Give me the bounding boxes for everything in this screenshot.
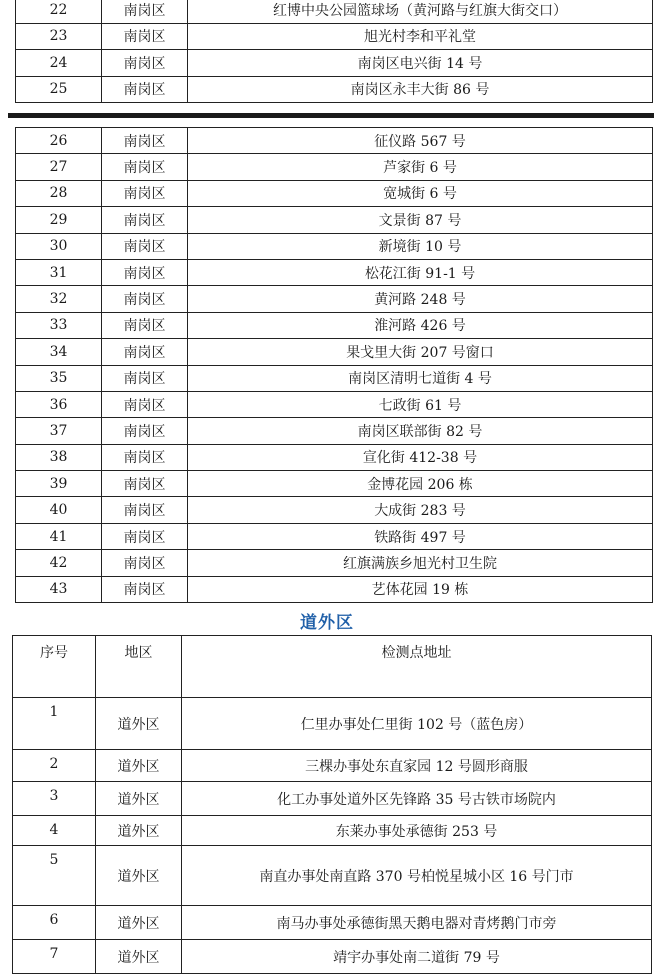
- table-row: [16, 471, 653, 497]
- table-row: [16, 418, 653, 444]
- table-row: [16, 76, 653, 103]
- row-district: 南岗区: [102, 339, 188, 365]
- row-district: 南岗区: [102, 128, 188, 154]
- table-row: [16, 50, 653, 77]
- table-row: [16, 497, 653, 523]
- table-row: [13, 750, 652, 782]
- header-number: 序号: [13, 636, 96, 698]
- row-address: 宣化街 412-38 号: [188, 444, 653, 470]
- row-district: 南岗区: [102, 50, 188, 77]
- table-row: [16, 128, 653, 154]
- table-row: [13, 906, 652, 940]
- row-number: 31: [16, 259, 102, 285]
- row-number: 25: [16, 76, 102, 103]
- row-address: 化工办事处道外区先锋路 35 号古铁市场院内: [182, 782, 652, 816]
- row-district: 道外区: [96, 906, 182, 940]
- table-row: [16, 312, 653, 338]
- row-number: 35: [16, 365, 102, 391]
- row-district: 南岗区: [102, 550, 188, 576]
- row-district: 道外区: [96, 816, 182, 846]
- row-district: 南岗区: [102, 576, 188, 602]
- row-address: 红旗满族乡旭光村卫生院: [188, 550, 653, 576]
- row-number: 2: [13, 750, 96, 782]
- row-district: 南岗区: [102, 0, 188, 23]
- row-address: 旭光村李和平礼堂: [188, 23, 653, 50]
- row-district: 南岗区: [102, 23, 188, 50]
- row-number: 37: [16, 418, 102, 444]
- row-address: 仁里办事处仁里街 102 号（蓝色房）: [182, 698, 652, 750]
- row-number: 38: [16, 444, 102, 470]
- row-number: 34: [16, 339, 102, 365]
- row-number: 23: [16, 23, 102, 50]
- row-address: 松花江街 91-1 号: [188, 259, 653, 285]
- row-address: 宽城街 6 号: [188, 180, 653, 206]
- row-number: 24: [16, 50, 102, 77]
- row-address: 黄河路 248 号: [188, 286, 653, 312]
- table-row: [16, 576, 653, 602]
- row-number: 28: [16, 180, 102, 206]
- row-district: 南岗区: [102, 312, 188, 338]
- row-district: 南岗区: [102, 76, 188, 103]
- table-row: [16, 391, 653, 417]
- row-district: 南岗区: [102, 154, 188, 180]
- row-number: 4: [13, 816, 96, 846]
- table-row: [13, 940, 652, 974]
- row-district: 南岗区: [102, 523, 188, 549]
- table-row: [16, 365, 653, 391]
- nangang-table-part2: [15, 127, 653, 603]
- row-address: 艺体花园 19 栋: [188, 576, 653, 602]
- row-address: 果戈里大街 207 号窗口: [188, 339, 653, 365]
- row-address: 南直办事处南直路 370 号柏悦星城小区 16 号门市: [182, 846, 652, 906]
- row-district: 道外区: [96, 846, 182, 906]
- row-address: 新境街 10 号: [188, 233, 653, 259]
- row-number: 22: [16, 0, 102, 23]
- row-address: 红博中央公园篮球场（黄河路与红旗大街交口）: [188, 0, 653, 23]
- table-row: [13, 698, 652, 750]
- row-district: 南岗区: [102, 471, 188, 497]
- row-district: 道外区: [96, 750, 182, 782]
- row-address: 南马办事处承德街黑天鹅电器对青烤鹅门市旁: [182, 906, 652, 940]
- table-row: [16, 0, 653, 23]
- row-district: 南岗区: [102, 233, 188, 259]
- table-row: [16, 154, 653, 180]
- table-row: [16, 444, 653, 470]
- row-address: 南岗区永丰大街 86 号: [188, 76, 653, 103]
- table-header-row: [13, 636, 652, 698]
- row-address: 铁路街 497 号: [188, 523, 653, 549]
- row-address: 芦家街 6 号: [188, 154, 653, 180]
- daowai-table: [12, 635, 652, 974]
- table-row: [16, 339, 653, 365]
- row-address: 东莱办事处承德街 253 号: [182, 816, 652, 846]
- row-number: 29: [16, 207, 102, 233]
- row-district: 南岗区: [102, 207, 188, 233]
- row-address: 七政街 61 号: [188, 391, 653, 417]
- table-row: [16, 523, 653, 549]
- table-row: [13, 846, 652, 906]
- row-number: 7: [13, 940, 96, 974]
- table-row: [13, 782, 652, 816]
- table-row: [13, 816, 652, 846]
- row-district: 南岗区: [102, 497, 188, 523]
- row-district: 南岗区: [102, 180, 188, 206]
- row-number: 41: [16, 523, 102, 549]
- row-address: 文景街 87 号: [188, 207, 653, 233]
- row-address: 征仪路 567 号: [188, 128, 653, 154]
- table-row: [16, 180, 653, 206]
- table-row: [16, 259, 653, 285]
- row-district: 南岗区: [102, 444, 188, 470]
- table-row: [16, 23, 653, 50]
- row-number: 5: [13, 846, 96, 906]
- header-address: 检测点地址: [182, 636, 652, 698]
- row-number: 3: [13, 782, 96, 816]
- row-address: 三棵办事处东直家园 12 号圆形商服: [182, 750, 652, 782]
- nangang-table-part1: [15, 0, 653, 103]
- row-number: 39: [16, 471, 102, 497]
- row-number: 42: [16, 550, 102, 576]
- row-address: 南岗区电兴街 14 号: [188, 50, 653, 77]
- table-row: [16, 233, 653, 259]
- row-number: 6: [13, 906, 96, 940]
- row-number: 33: [16, 312, 102, 338]
- section-title-daowai: 道外区: [300, 613, 354, 633]
- row-address: 南岗区联部街 82 号: [188, 418, 653, 444]
- row-number: 30: [16, 233, 102, 259]
- row-number: 1: [13, 698, 96, 750]
- row-district: 南岗区: [102, 391, 188, 417]
- row-number: 32: [16, 286, 102, 312]
- row-district: 道外区: [96, 698, 182, 750]
- row-number: 26: [16, 128, 102, 154]
- row-district: 南岗区: [102, 365, 188, 391]
- row-address: 靖宇办事处南二道街 79 号: [182, 940, 652, 974]
- table-row: [16, 286, 653, 312]
- row-address: 金博花园 206 栋: [188, 471, 653, 497]
- row-number: 43: [16, 576, 102, 602]
- row-district: 南岗区: [102, 259, 188, 285]
- row-number: 36: [16, 391, 102, 417]
- row-address: 南岗区清明七道街 4 号: [188, 365, 653, 391]
- row-district: 道外区: [96, 940, 182, 974]
- row-district: 道外区: [96, 782, 182, 816]
- table-row: [16, 550, 653, 576]
- page-break-rule: [8, 113, 654, 118]
- row-district: 南岗区: [102, 286, 188, 312]
- header-district: 地区: [96, 636, 182, 698]
- row-address: 大成街 283 号: [188, 497, 653, 523]
- row-number: 40: [16, 497, 102, 523]
- row-number: 27: [16, 154, 102, 180]
- row-address: 淮河路 426 号: [188, 312, 653, 338]
- table-row: [16, 207, 653, 233]
- row-district: 南岗区: [102, 418, 188, 444]
